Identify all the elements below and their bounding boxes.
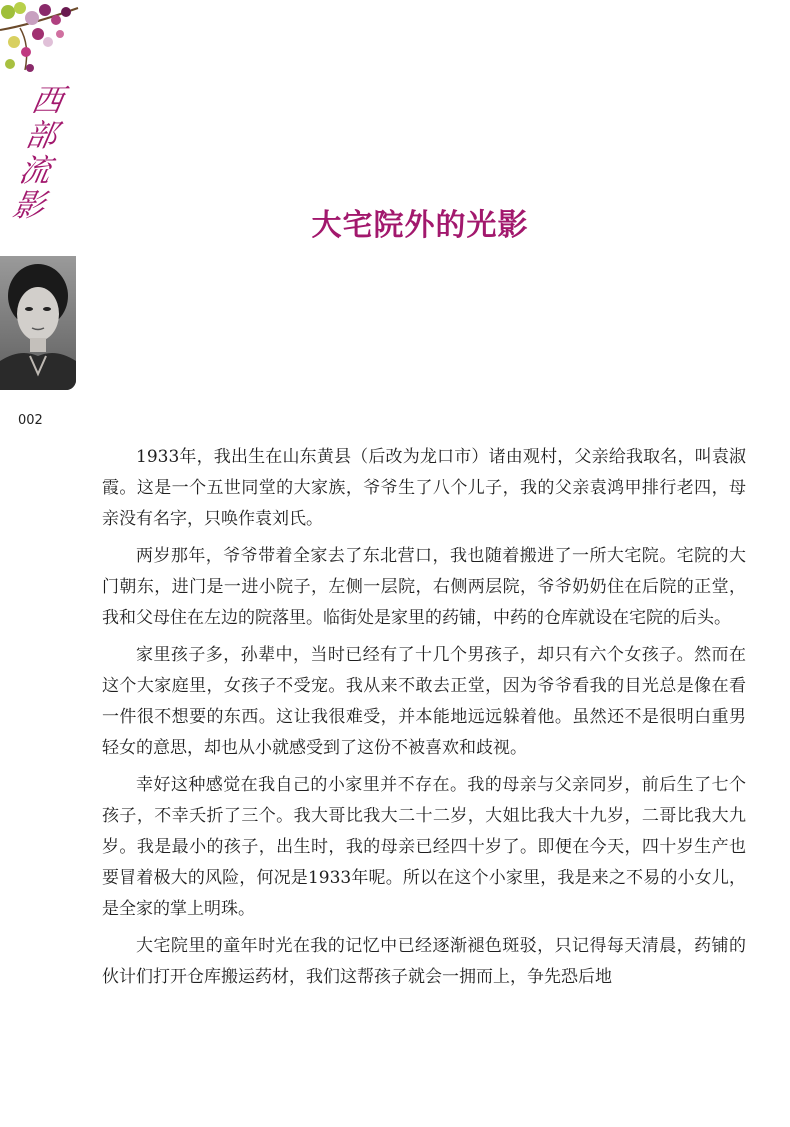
chapter-title: 大宅院外的光影 [311,208,529,243]
side-title-char: 西 [28,83,67,119]
portrait-photo [0,256,76,390]
side-title-char: 部 [22,118,60,154]
side-title-char: 影 [10,188,48,224]
body-text [102,442,746,999]
side-title-char: 流 [16,153,54,189]
paragraph: 大宅院里的童年时光在我的记忆中已经逐渐褪色斑驳，只记得每天清晨，药铺的伙计们打开仓库搬运药材，我们这帮孩子就会一拥而上，争先恐后地 [102,936,746,987]
paragraph: 1933年，我出生在山东黄县（后改为龙口市）诸由观村，父亲给我取名，叫袁淑霞。这是一个五世同堂的大家族，爷爷生了八个儿子，我的父亲袁鸿甲排行老四，母亲没有名字，只唤作袁刘氏。 [102,447,746,529]
blossom-branch-decoration [0,0,80,82]
side-calligraphy-title [2,84,75,224]
paragraph: 两岁那年，爷爷带着全家去了东北营口，我也随着搬进了一所大宅院。宅院的大门朝东，进门是一进小院子，左侧一层院，右侧两层院，爷爷奶奶住在后院的正堂，我和父母住在左边的院落里。临街处是家里的药铺，中药的仓库就设在宅院的后头。 [102,546,746,628]
paragraph: 幸好这种感觉在我自己的小家里并不存在。我的母亲与父亲同岁，前后生了七个孩子，不幸夭折了三个。我大哥比我大二十二岁，大姐比我大十九岁，二哥比我大九岁。我是最小的孩子，出生时，我的母亲已经四十岁了。即便在今天，四十岁生产也要冒着极大的风险，何况是1933年呢。所以在这个小家里，我是来之不易的小女儿，是全家的掌上明珠。 [102,775,746,919]
page-number: 002 [18,413,43,428]
paragraph: 家里孩子多，孙辈中，当时已经有了十几个男孩子，却只有六个女孩子。然而在这个大家庭里，女孩子不受宠。我从来不敢去正堂，因为爷爷看我的目光总是像在看一件很不想要的东西。这让我很难受，并本能地远远躲着他。虽然还不是很明白重男轻女的意思，却也从小就感受到了这份不被喜欢和歧视。 [102,645,746,758]
